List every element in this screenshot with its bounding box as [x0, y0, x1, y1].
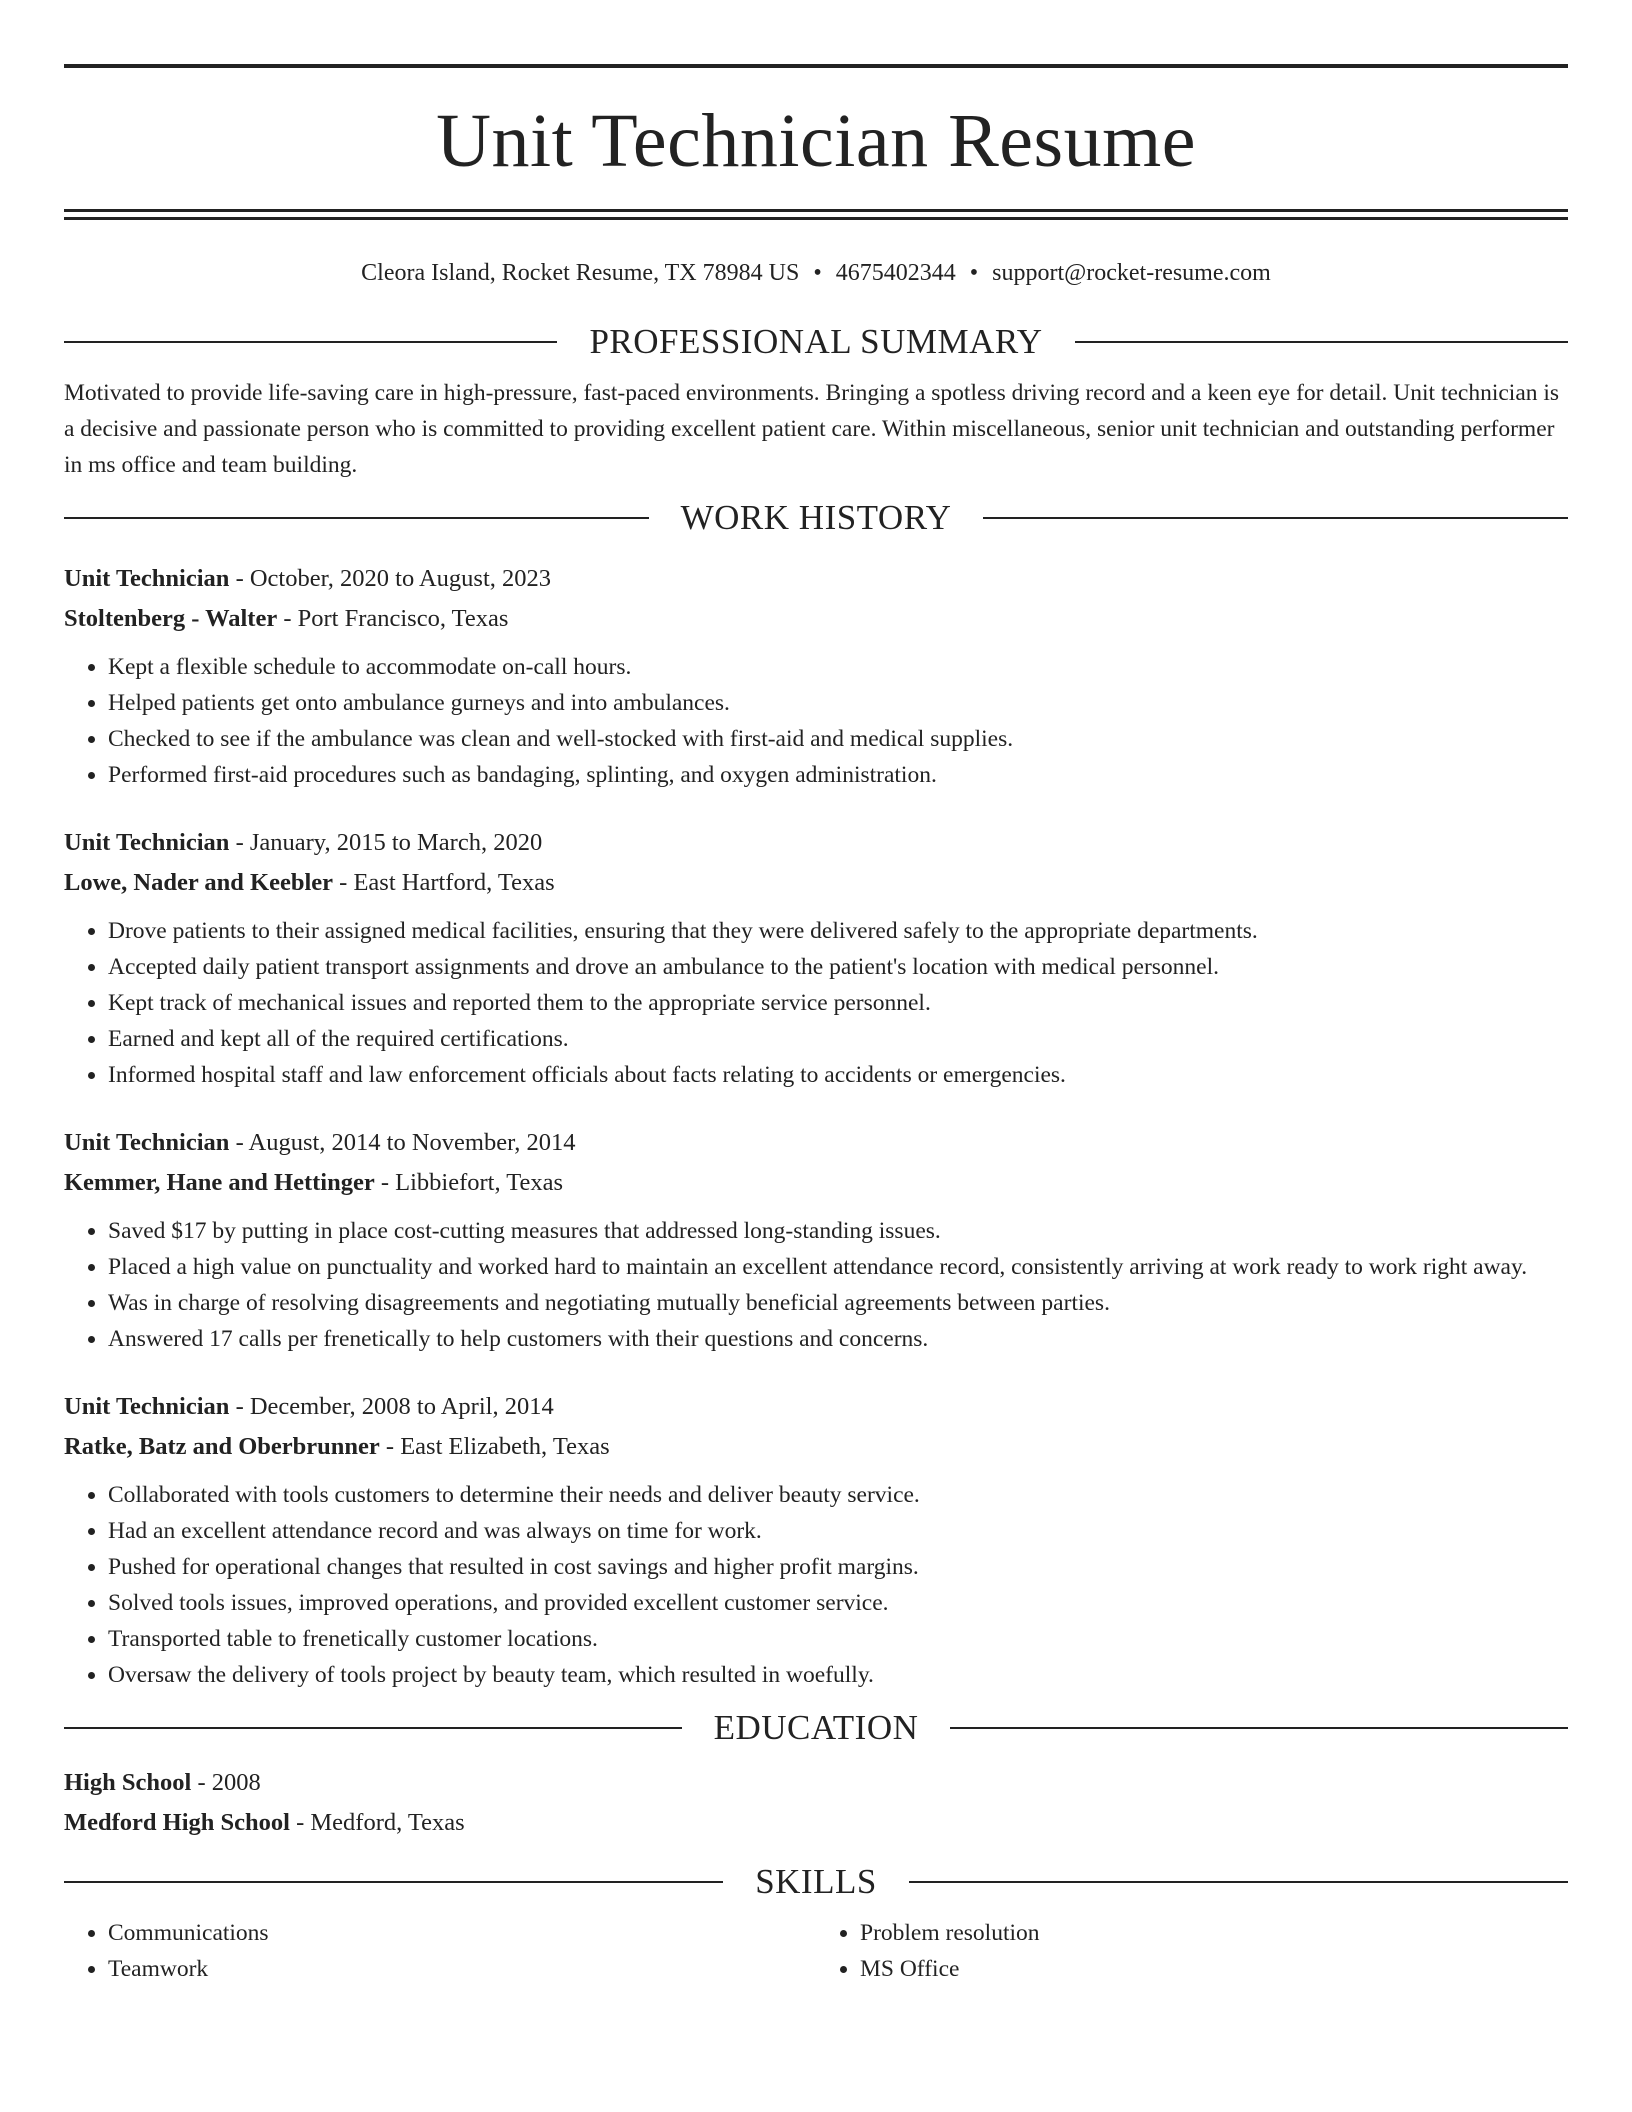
list-item: • Answered 17 calls per frenetically to help customers with their questions and concerns. [108, 1321, 1568, 1357]
list-item: • Had an excellent attendance record and was always on time for work. [108, 1513, 1568, 1549]
list-item: • Kept a flexible schedule to accommodate on-call hours. [108, 649, 1568, 685]
heading-rule-left [64, 341, 557, 343]
job-location: - Port Francisco, Texas [283, 605, 509, 633]
job-entry [64, 559, 1568, 793]
list-item: • Accepted daily patient transport assignments and drove an ambulance to the patient's location with medical personnel. [108, 949, 1568, 985]
section-heading-label: PROFESSIONAL SUMMARY [589, 322, 1043, 362]
list-item: • Teamwork [108, 1951, 816, 1987]
contact-separator: • [813, 260, 822, 287]
job-company: Ratke, Batz and Oberbrunner [64, 1433, 380, 1461]
job-title-line [64, 1123, 1568, 1163]
job-company-line [64, 1427, 1568, 1467]
title-double-rule [64, 209, 1568, 220]
heading-rule-right [983, 517, 1568, 519]
education-entry [64, 1763, 1568, 1843]
job-company-line [64, 1163, 1568, 1203]
job-entry [64, 1387, 1568, 1693]
skills-column-right [816, 1915, 1568, 1987]
job-title-line [64, 559, 1568, 599]
education-degree: High School [64, 1769, 192, 1797]
job-title-line [64, 1387, 1568, 1427]
contact-separator: • [969, 260, 979, 287]
list-item: • Collaborated with tools customers to determine their needs and deliver beauty service. [108, 1477, 1568, 1513]
list-item: • Oversaw the delivery of tools project by beauty team, which resulted in woefully. [108, 1657, 1568, 1693]
skills-list [64, 1915, 1568, 1987]
job-title: Unit Technician [64, 565, 230, 593]
job-dates: - December, 2008 to April, 2014 [235, 1393, 554, 1421]
job-company: Lowe, Nader and Keebler [64, 869, 334, 897]
job-location: - East Hartford, Texas [339, 869, 555, 897]
job-dates: - August, 2014 to November, 2014 [235, 1129, 576, 1157]
job-entry [64, 1123, 1568, 1357]
heading-rule-right [950, 1727, 1568, 1729]
contact-phone: 4675402344 [835, 260, 956, 287]
contact-email: support@rocket-resume.com [992, 260, 1271, 287]
resume-title: Unit Technician Resume [436, 99, 1196, 183]
list-item: • Informed hospital staff and law enforcement officials about facts relating to accidents or emergencies. [108, 1057, 1568, 1093]
list-item: • Drove patients to their assigned medical facilities, ensuring that they were delivered safely to the appropriate departments. [108, 913, 1568, 949]
list-item: • MS Office [860, 1951, 1568, 1987]
section-heading-education [64, 1707, 1568, 1749]
list-item: • Performed first-aid procedures such as bandaging, splinting, and oxygen administration. [108, 757, 1568, 793]
list-item: • Was in charge of resolving disagreements and negotiating mutually beneficial agreements between parties. [108, 1285, 1568, 1321]
section-heading-label: EDUCATION [713, 1708, 919, 1748]
top-rule [64, 64, 1568, 68]
heading-rule-left [64, 517, 649, 519]
job-location: - East Elizabeth, Texas [385, 1433, 610, 1461]
education-location: - Medford, Texas [296, 1809, 465, 1837]
job-entry [64, 823, 1568, 1093]
job-title: Unit Technician [64, 1393, 230, 1421]
job-company-line [64, 599, 1568, 639]
job-company: Stoltenberg - Walter [64, 605, 278, 633]
heading-rule-right [1075, 341, 1568, 343]
list-item: • Communications [108, 1915, 816, 1951]
list-item: • Problem resolution [860, 1915, 1568, 1951]
education-degree-line [64, 1763, 1568, 1803]
job-bullets [64, 913, 1568, 1093]
job-company: Kemmer, Hane and Hettinger [64, 1169, 375, 1197]
contact-line [64, 258, 1568, 289]
job-bullets [64, 649, 1568, 793]
list-item: • Kept track of mechanical issues and reported them to the appropriate service personnel. [108, 985, 1568, 1021]
education-school-line [64, 1803, 1568, 1843]
section-heading-label: WORK HISTORY [680, 498, 952, 538]
contact-address: Cleora Island, Rocket Resume, TX 78984 US [361, 260, 800, 287]
section-heading-label: SKILLS [755, 1862, 877, 1902]
job-title: Unit Technician [64, 1129, 230, 1157]
list-item: • Checked to see if the ambulance was clean and well-stocked with first-aid and medical supplies. [108, 721, 1568, 757]
summary-text: Motivated to provide life-saving care in high-pressure, fast-paced environments. Bringing a spotless driving record and a keen eye for detail. Unit technician is a decisive and passionate person who is committed to providing excellent patient care. Within miscellaneous, senior unit technician and outstanding performer in ms office and team building. [64, 380, 1560, 479]
job-bullets [64, 1477, 1568, 1693]
job-title-line [64, 823, 1568, 863]
heading-rule-left [64, 1727, 682, 1729]
list-item: • Placed a high value on punctuality and worked hard to maintain an excellent attendance record, consistently arriving at work ready to work right away. [108, 1249, 1568, 1285]
skills-column-left [64, 1915, 816, 1987]
section-heading-skills [64, 1861, 1568, 1903]
education-year: - 2008 [197, 1769, 261, 1797]
list-item: • Solved tools issues, improved operations, and provided excellent customer service. [108, 1585, 1568, 1621]
list-item: • Saved $17 by putting in place cost-cutting measures that addressed long-standing issues. [108, 1213, 1568, 1249]
heading-rule-right [909, 1881, 1568, 1883]
job-location: - Libbiefort, Texas [380, 1169, 564, 1197]
list-item: • Pushed for operational changes that resulted in cost savings and higher profit margins. [108, 1549, 1568, 1585]
job-bullets [64, 1213, 1568, 1357]
list-item: • Transported table to frenetically customer locations. [108, 1621, 1568, 1657]
list-item: • Earned and kept all of the required certifications. [108, 1021, 1568, 1057]
section-heading-summary [64, 321, 1568, 363]
job-dates: - January, 2015 to March, 2020 [235, 829, 543, 857]
job-dates: - October, 2020 to August, 2023 [235, 565, 552, 593]
job-company-line [64, 863, 1568, 903]
education-school: Medford High School [64, 1809, 290, 1837]
job-title: Unit Technician [64, 829, 230, 857]
section-heading-work-history [64, 497, 1568, 539]
list-item: • Helped patients get onto ambulance gurneys and into ambulances. [108, 685, 1568, 721]
heading-rule-left [64, 1881, 723, 1883]
